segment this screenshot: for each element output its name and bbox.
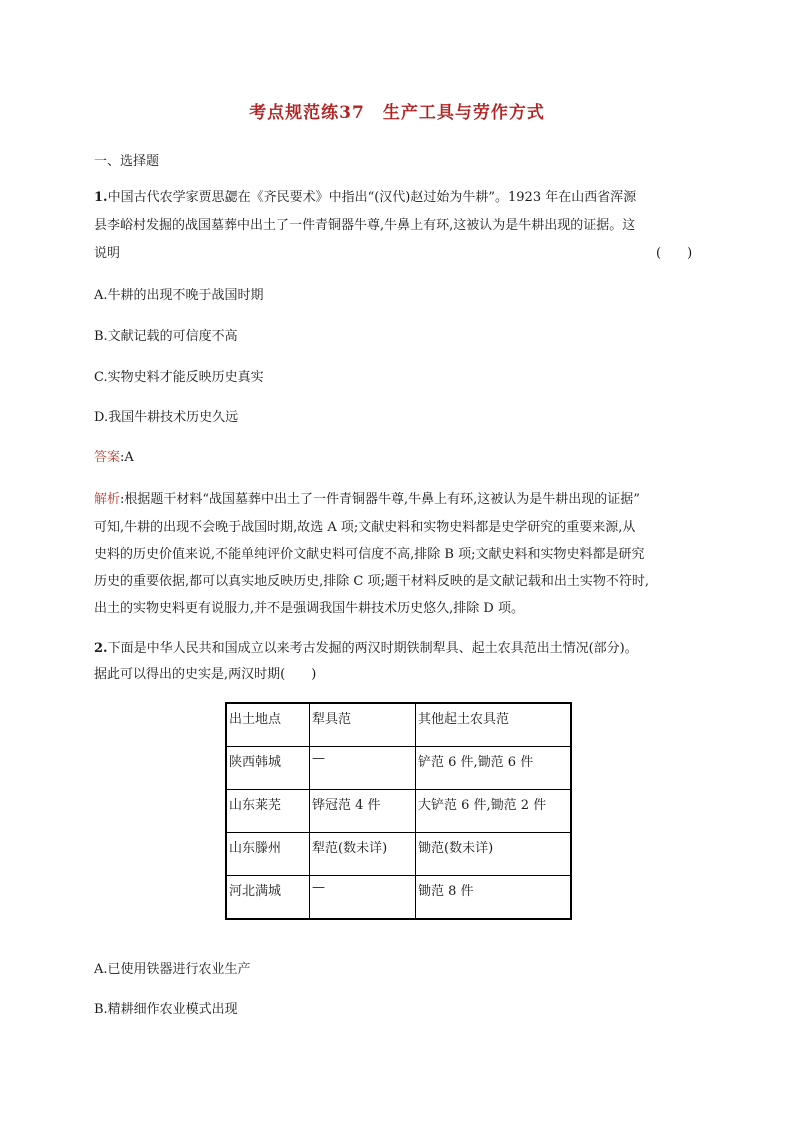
table-cell: 陕西韩城 — [226, 747, 310, 790]
q1-answer: 答案:A — [94, 450, 134, 465]
table-cell: 锄范 8 件 — [416, 876, 572, 920]
q1-option-b: B.文献记载的可信度不高 — [94, 329, 238, 344]
table-header-cell: 出土地点 — [226, 703, 310, 747]
q1-analysis-line-3: 史料的历史价值来说,不能单纯评价文献史料可信度不高,排除 B 项;文献史料和实物史料都是研究 — [94, 547, 645, 562]
q1-line-1: 1.中国古代农学家贾思勰在《齐民要术》中指出“(汉代)赵过始为牛耕”。1923 年在山西省浑源 — [94, 190, 637, 205]
q2-line-2: 据此可以得出的史实是,两汉时期( ) — [94, 667, 317, 682]
q1-number: 1. — [94, 190, 108, 205]
excavation-table — [225, 702, 572, 920]
q2-number: 2. — [94, 641, 108, 656]
q1-line-3: 说明 — [94, 246, 121, 261]
q2-option-b: B.精耕细作农业模式出现 — [94, 1002, 238, 1017]
table-row — [226, 833, 571, 876]
table-row — [226, 747, 571, 790]
table-header-cell: 犁具范 — [310, 703, 416, 747]
q1-answer-blank: ( ) — [656, 246, 693, 261]
q1-option-c: C.实物史料才能反映历史真实 — [94, 370, 264, 385]
q1-option-a: A.牛耕的出现不晚于战国时期 — [94, 288, 264, 303]
table-cell: — — [310, 747, 416, 790]
table-cell: 大铲范 6 件,锄范 2 件 — [416, 790, 572, 833]
table-header-cell: 其他起土农具范 — [416, 703, 572, 747]
q1-line-2: 县李峪村发掘的战国墓葬中出土了一件青铜器牛尊,牛鼻上有环,这被认为是牛耕出现的证据。这 — [94, 218, 636, 233]
section-heading: 一、选择题 — [94, 154, 160, 169]
q1-analysis-line-4: 历史的重要依据,都可以真实地反映历史,排除 C 项;题干材料反映的是文献记载和出土实物不符时, — [94, 574, 649, 589]
q1-analysis-line-2: 可知,牛耕的出现不会晚于战国时期,故选 A 项;文献史料和实物史料都是史学研究的重要来源,从 — [94, 520, 636, 535]
answer-label: 答案 — [94, 450, 121, 465]
q2-line-1: 2.下面是中华人民共和国成立以来考古发掘的两汉时期铁制犁具、起土农具范出土情况(部分)。 — [94, 641, 638, 656]
table-row — [226, 790, 571, 833]
analysis-label: 解析 — [94, 492, 121, 507]
q1-analysis-line-5: 出土的实物史料更有说服力,并不是强调我国牛耕技术历史悠久,排除 D 项。 — [94, 601, 524, 616]
table-cell: 锄范(数未详) — [416, 833, 572, 876]
table-cell: 山东滕州 — [226, 833, 310, 876]
page-title: 考点规范练37 生产工具与劳作方式 — [249, 103, 545, 123]
table-cell: 铲范 6 件,锄范 6 件 — [416, 747, 572, 790]
table-header-row — [226, 703, 571, 747]
table-cell: 河北满城 — [226, 876, 310, 920]
q2-option-a: A.已使用铁器进行农业生产 — [94, 962, 251, 977]
table-cell: 铧冠范 4 件 — [310, 790, 416, 833]
q1-analysis-line-1: 解析:根据题干材料“战国墓葬中出土了一件青铜器牛尊,牛鼻上有环,这被认为是牛耕出现的证据” — [94, 492, 640, 507]
table-cell: 山东莱芜 — [226, 790, 310, 833]
table-cell: 犁范(数未详) — [310, 833, 416, 876]
q1-option-d: D.我国牛耕技术历史久远 — [94, 410, 239, 425]
table-cell: — — [310, 876, 416, 920]
table-row — [226, 876, 571, 920]
